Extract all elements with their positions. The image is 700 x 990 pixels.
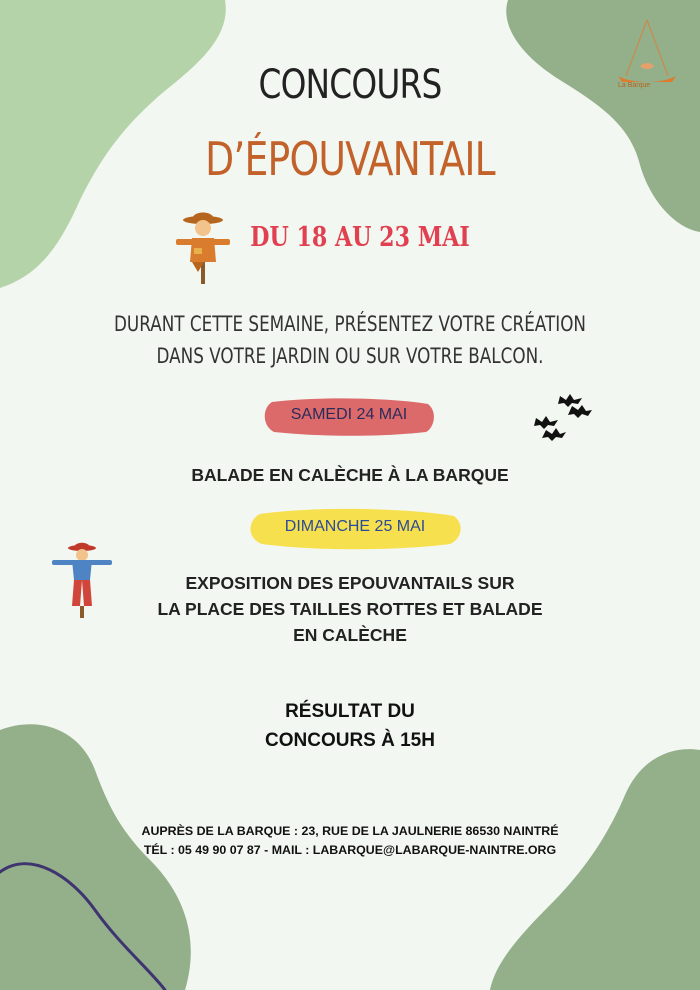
intro-text	[70, 308, 630, 372]
sunday-label: DIMANCHE 25 MAI	[284, 518, 426, 535]
contest-dates: DU 18 AU 23 MAI	[250, 222, 470, 253]
title-line-2: D’ÉPOUVANTAIL	[205, 132, 495, 186]
bats-icon	[532, 392, 594, 444]
footer-contact	[0, 822, 700, 860]
intro-line-1: DURANT CETTE SEMAINE, PRÉSENTEZ VOTRE CRÉATION	[113, 312, 587, 336]
footer-phone-email: TÉL : 05 49 90 07 87 - MAIL : LABARQUE@LABARQUE-NAINTRE.ORG	[143, 843, 557, 857]
result-text: RÉSULTAT DU CONCOURS À 15H	[265, 701, 435, 751]
footer-address: AUPRÈS DE LA BARQUE : 23, RUE DE LA JAULNERIE 86530 NAINTRÉ	[141, 824, 559, 838]
saturday-description: BALADE EN CALÈCHE À LA BARQUE	[191, 465, 509, 485]
logo-text: La Barque	[618, 82, 651, 89]
title-line-1: CONCOURS	[258, 62, 442, 108]
squiggle-line	[0, 850, 180, 990]
sunday-description: EXPOSITION DES EPOUVANTAILS SUR LA PLACE DES TAILLES ROTTES ET BALADE EN CALÈCHE	[157, 573, 543, 645]
intro-line-2: DANS VOTRE JARDIN OU SUR VOTRE BALCON.	[156, 344, 544, 368]
saturday-label: SAMEDI 24 MAI	[290, 406, 408, 423]
blob-bottom-right	[490, 740, 700, 990]
